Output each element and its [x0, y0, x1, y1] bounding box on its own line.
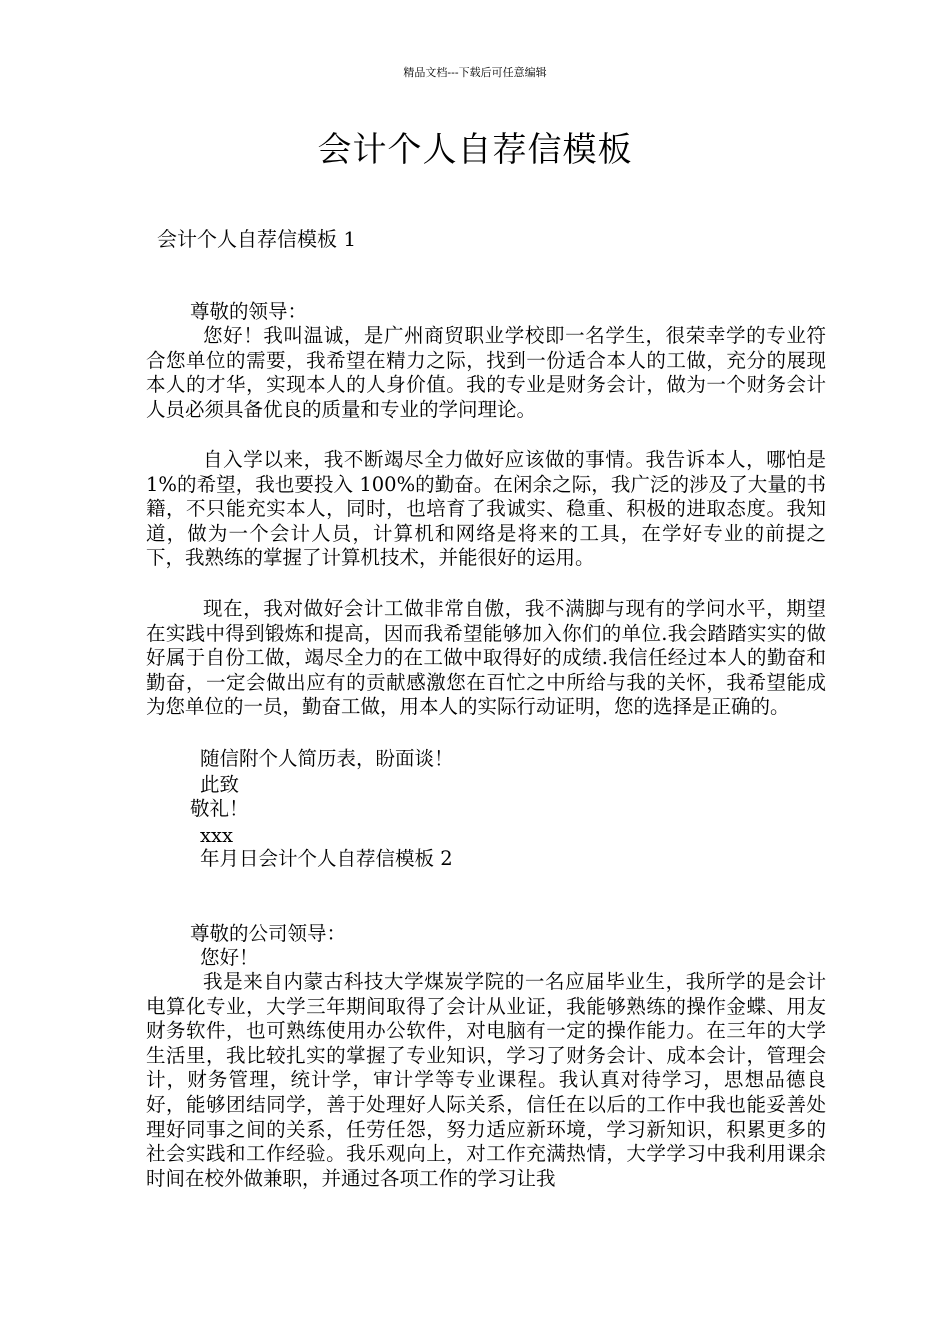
signature: xxx	[200, 824, 233, 847]
letter1-paragraph-3: 现在，我对做好会计工做非常自傲，我不满脚与现有的学问水平，期望在实践中得到锻炼和提高，因而我希望能够加入你们的单位.我会踏踏实实的做好属于自份工做，竭尽全力的在工做中取得好的成绩.我信任经过本人的勤奋和勤奋，一定会做出应有的贡献感激您在百忙之中所给与我的关怀，我希望能成为您单位的一员，勤奋工做，用本人的实际行动证明，您的选择是正确的。	[146, 597, 826, 719]
greeting-2: 您好！	[200, 946, 259, 969]
section-heading-1: 会计个人自荐信模板 1	[157, 227, 357, 251]
letter1-paragraph-1: 您好！我叫温诚，是广州商贸职业学校即一名学生，很荣幸学的专业符合您单位的需要，我希望在精力之际，找到一份适合本人的工做，充分的展现本人的才华，实现本人的人身价值。我的专业是财务会计，做为一个财务会计人员必须具备优良的质量和专业的学问理论。	[146, 324, 826, 421]
date-and-section-heading-2: 年月日会计个人自荐信模板 2	[200, 847, 453, 870]
letter1-paragraph-2: 自入学以来，我不断竭尽全力做好应该做的事情。我告诉本人，哪怕是 1%的希望，我也要投入 100%的勤奋。在闲余之际，我广泛的涉及了大量的书籍，不只能充实本人，同时，也培育了我诚实、稳重、积极的进取态度。我知道，做为一个会计人员，计算机和网络是将来的工具，在学好专业的前提之下，我熟练的掌握了计算机技术，并能很好的运用。	[146, 448, 826, 570]
salutation-1: 尊敬的领导：	[190, 300, 308, 323]
header-note: 精品文档---下载后可任意编辑	[403, 66, 547, 79]
closing-line-1: 此致	[200, 773, 240, 796]
closing-line-2: 敬礼！	[190, 797, 249, 820]
attachment-line: 随信附个人简历表，盼面谈！	[200, 747, 454, 770]
letter2-paragraph-1: 我是来自内蒙古科技大学煤炭学院的一名应届毕业生，我所学的是会计电算化专业，大学三年期间取得了会计从业证，我能够熟练的操作金蝶、用友财务软件，也可熟练使用办公软件，对电脑有一定的操作能力。在三年的大学生活里，我比较扎实的掌握了专业知识，学习了财务会计、成本会计，管理会计，财务管理，统计学，审计学等专业课程。我认真对待学习，思想品德良好，能够团结同学，善于处理好人际关系，信任在以后的工作中我也能妥善处理好同事之间的关系，任劳任怨，努力适应新环境，学习新知识，积累更多的社会实践和工作经验。我乐观向上，对工作充满热情，大学学习中我利用课余时间在校外做兼职，并通过各项工作的学习让我	[146, 970, 826, 1190]
salutation-2: 尊敬的公司领导：	[190, 922, 347, 945]
document-title: 会计个人自荐信模板	[317, 130, 633, 170]
